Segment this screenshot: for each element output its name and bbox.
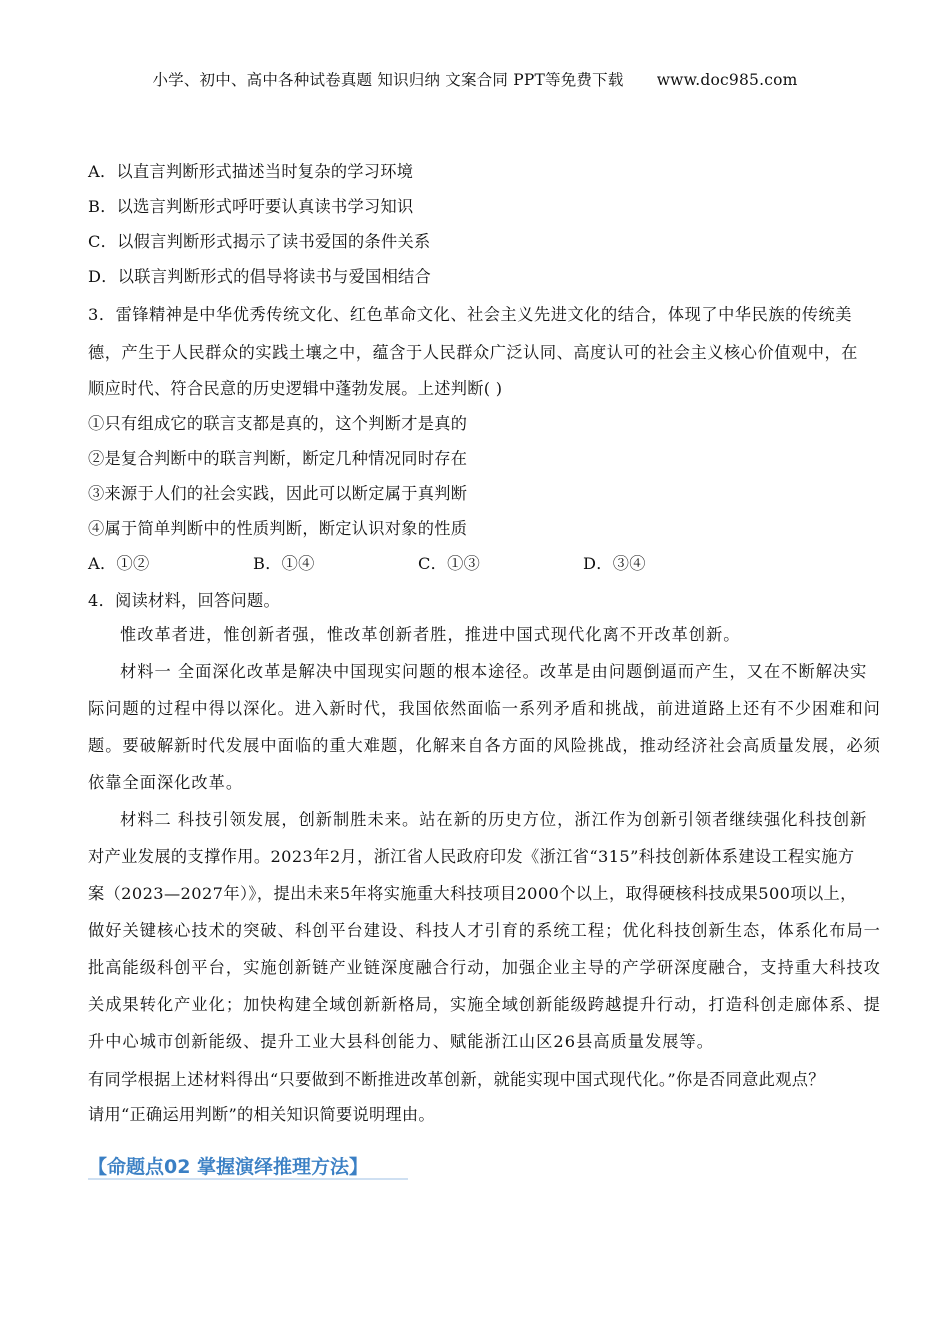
q3-statement-4: ④属于简单判断中的性质判断，断定认识对象的性质 [88,519,468,538]
q4-intro: 惟改革者进，惟创新者强，惟改革创新者胜，推进中国式现代化离不开改革创新。 [120,625,741,644]
material1-line: 际问题的过程中得以深化。进入新时代，我国依然面临一系列矛盾和挑战，前进道路上还有不少困难和问 [88,699,881,718]
q2-option-c: C．以假言判断形式揭示了读书爱国的条件关系 [88,232,431,251]
q3-statement-3: ③来源于人们的社会实践，因此可以断定属于真判断 [88,484,468,503]
q3-stem-line: 顺应时代、符合民意的历史逻辑中蓬勃发展。上述判断( ) [88,379,503,398]
material2-line: 批高能级科创平台，实施创新链产业链深度融合行动，加强企业主导的产学研深度融合，支持重大科技攻 [88,958,881,977]
q3-choice-c: C．①③ [418,554,481,573]
material2-line: 材料二 科技引领发展，创新制胜未来。站在新的历史方位，浙江作为创新引领者继续强化科技创新 [120,810,868,829]
q4-question-line: 请用“正确运用判断”的相关知识简要说明理由。 [88,1105,435,1124]
q3-choice-a: A．①② [88,554,150,573]
q3-statement-2: ②是复合判断中的联言判断，断定几种情况同时存在 [88,449,468,468]
q3-statement-1: ①只有组成它的联言支都是真的，这个判断才是真的 [88,414,468,433]
material1-line: 题。要破解新时代发展中面临的重大难题，化解来自各方面的风险挑战，推动经济社会高质量发展，必须 [88,736,881,755]
q3-stem-line: 德，产生于人民群众的实践土壤之中，蕴含于人民群众广泛认同、高度认可的社会主义核心价值观中，在 [88,343,858,362]
page-header [0,68,950,90]
section-heading-underline [88,1178,408,1180]
q4-question-line: 有同学根据上述材料得出“只要做到不断推进改革创新，就能实现中国式现代化。”你是否同意此观点？ [88,1070,825,1089]
q2-option-a: A．以直言判断形式描述当时复杂的学习环境 [88,162,414,181]
q3-choices [88,550,788,572]
q3-choice-b: B．①④ [253,554,315,573]
q3-stem-line: 3．雷锋精神是中华优秀传统文化、红色革命文化、社会主义先进文化的结合，体现了中华民族的传统美 [88,305,853,324]
material2-line: 关成果转化产业化；加快构建全域创新新格局，实施全域创新能级跨越提升行动，打造科创走廊体系、提 [88,995,881,1014]
material2-line: 升中心城市创新能级、提升工业大县科创能力、赋能浙江山区26县高质量发展等。 [88,1032,715,1051]
material2-line: 做好关键核心技术的突破、科创平台建设、科技人才引育的系统工程；优化科技创新生态，体系化布局一 [88,921,881,940]
header-site: www.doc985.com [656,71,798,89]
q3-choice-d: D．③④ [583,554,646,573]
material2-line: 对产业发展的支撑作用。2023年2月，浙江省人民政府印发《浙江省“315”科技创新体系建设工程实施方 [88,847,855,866]
material1-line: 材料一 全面深化改革是解决中国现实问题的根本途径。改革是由问题倒逼而产生，又在不断解决实 [120,662,868,681]
q2-option-d: D．以联言判断形式的倡导将读书与爱国相结合 [88,267,432,286]
material2-line: 案（2023—2027年）》，提出未来5年将实施重大科技项目2000个以上，取得硬核科技成果500项以上， [88,884,857,903]
q2-option-b: B．以选言判断形式呼吁要认真读书学习知识 [88,197,414,216]
material1-line: 依靠全面深化改革。 [88,773,244,792]
section-heading: 【命题点02 掌握演绎推理方法】 [88,1156,369,1178]
header-text: 小学、初中、高中各种试卷真题 知识归纳 文案合同 PPT等免费下载 [152,71,624,89]
q4-stem: 4．阅读材料，回答问题。 [88,591,280,610]
